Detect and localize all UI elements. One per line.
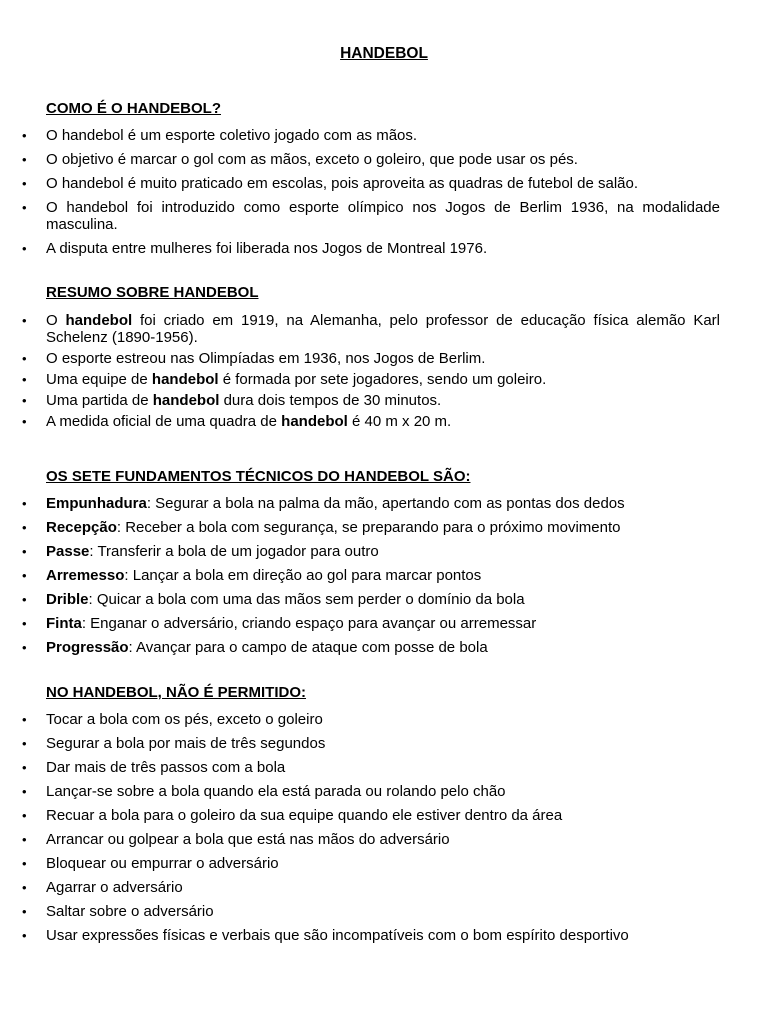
- list-item: • O handebol foi introduzido como esporte olímpico nos Jogos de Berlim 1936, na modalidade masculina.: [46, 199, 720, 233]
- list-item: • Dar mais de três passos com a bola: [46, 759, 720, 776]
- list-item: • Bloquear ou empurrar o adversário: [46, 855, 720, 872]
- list-item: • O handebol foi criado em 1919, na Alemanha, pelo professor de educação física alemão Karl Schelenz (1890-1956).: [46, 312, 720, 346]
- list-item: • Empunhadura: Segurar a bola na palma da mão, apertando com as pontas dos dedos: [46, 495, 720, 512]
- list-item: • Drible: Quicar a bola com uma das mãos sem perder o domínio da bola: [46, 591, 720, 608]
- list-nao-permitido: [46, 711, 720, 944]
- list-item: • A disputa entre mulheres foi liberada nos Jogos de Montreal 1976.: [46, 240, 720, 257]
- list-como-e: [46, 127, 720, 257]
- section-heading-fundamentos: OS SETE FUNDAMENTOS TÉCNICOS DO HANDEBOL SÃO:: [46, 468, 471, 485]
- list-item: • Usar expressões físicas e verbais que são incompatíveis com o bom espírito desportivo: [46, 927, 720, 944]
- list-item: • O handebol é um esporte coletivo jogado com as mãos.: [46, 127, 720, 144]
- list-item: • O esporte estreou nas Olimpíadas em 1936, nos Jogos de Berlim.: [46, 350, 720, 367]
- list-resumo: [46, 312, 720, 430]
- list-item: • O handebol é muito praticado em escolas, pois aproveita as quadras de futebol de salão.: [46, 175, 720, 192]
- list-item: • Arrancar ou golpear a bola que está nas mãos do adversário: [46, 831, 720, 848]
- list-item: • Recuar a bola para o goleiro da sua equipe quando ele estiver dentro da área: [46, 807, 720, 824]
- list-item: • A medida oficial de uma quadra de handebol é 40 m x 20 m.: [46, 413, 720, 430]
- section-heading-resumo: RESUMO SOBRE HANDEBOL: [46, 284, 259, 301]
- list-item: • Finta: Enganar o adversário, criando espaço para avançar ou arremessar: [46, 615, 720, 632]
- list-item: • Uma equipe de handebol é formada por sete jogadores, sendo um goleiro.: [46, 371, 720, 388]
- section-heading-como-e: COMO É O HANDEBOL?: [46, 100, 221, 117]
- list-item: • Uma partida de handebol dura dois tempos de 30 minutos.: [46, 392, 720, 409]
- list-item: • Passe: Transferir a bola de um jogador para outro: [46, 543, 720, 560]
- document-title: HANDEBOL: [340, 45, 428, 62]
- list-item: • Progressão: Avançar para o campo de ataque com posse de bola: [46, 639, 720, 656]
- list-item: • Segurar a bola por mais de três segundos: [46, 735, 720, 752]
- list-item: • Recepção: Receber a bola com segurança, se preparando para o próximo movimento: [46, 519, 720, 536]
- list-item: • O objetivo é marcar o gol com as mãos, exceto o goleiro, que pode usar os pés.: [46, 151, 720, 168]
- list-fundamentos: [46, 495, 720, 656]
- section-heading-nao-permitido: NO HANDEBOL, NÃO É PERMITIDO:: [46, 684, 307, 701]
- list-item: • Arremesso: Lançar a bola em direção ao gol para marcar pontos: [46, 567, 720, 584]
- list-item: • Agarrar o adversário: [46, 879, 720, 896]
- list-item: • Lançar-se sobre a bola quando ela está parada ou rolando pelo chão: [46, 783, 720, 800]
- list-item: • Tocar a bola com os pés, exceto o goleiro: [46, 711, 720, 728]
- list-item: • Saltar sobre o adversário: [46, 903, 720, 920]
